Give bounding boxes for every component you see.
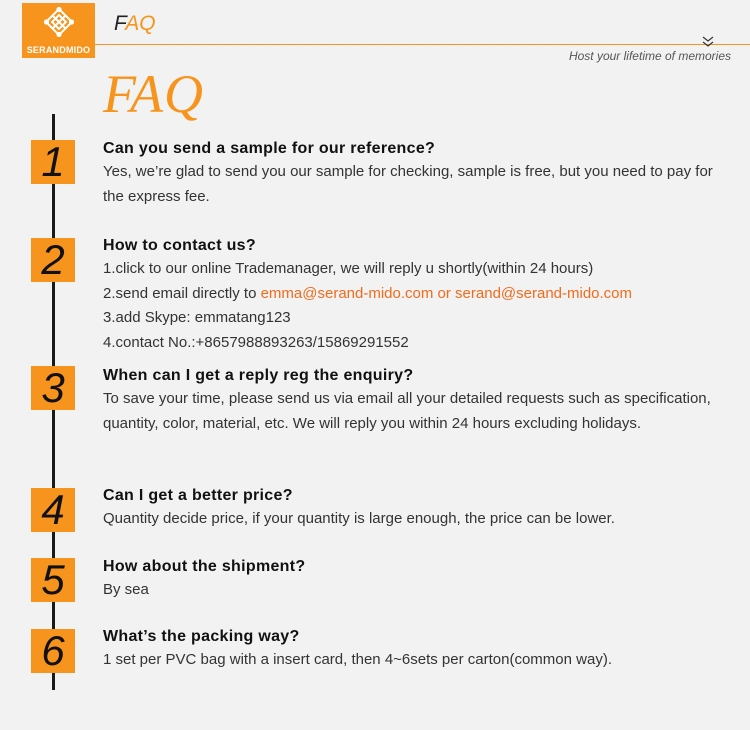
faq-question: How to contact us?	[103, 237, 256, 254]
faq-item-4	[103, 485, 723, 532]
faq-answer: 1 set per PVC bag with a insert card, then 4~6sets per carton(common way).	[103, 651, 612, 668]
tagline: Host your lifetime of memories	[568, 49, 731, 63]
faq-number-1: 1	[31, 140, 75, 184]
faq-item-2	[103, 235, 723, 355]
faq-answer: By sea	[103, 581, 149, 598]
faq-answer: Quantity decide price, if your quantity is large enough, the price can be lower.	[103, 510, 615, 527]
contact-line-4: 4.contact No.:+8657988893263/15869291552	[103, 333, 409, 351]
double-chevron-down-icon	[701, 36, 715, 48]
faq-number-6: 6	[31, 629, 75, 673]
faq-answer: Yes, we’re glad to send you our sample for checking, sample is free, but you need to pay for the express fee.	[103, 163, 713, 205]
email-link-serand[interactable]: serand@serand-mido.com	[455, 284, 633, 302]
email-or: or	[433, 284, 456, 302]
page-title: FAQ	[103, 64, 205, 124]
email-link-emma[interactable]: emma@serand-mido.com	[260, 284, 434, 302]
contact-line-2-prefix: 2.send email directly to	[103, 284, 261, 302]
faq-question: How about the shipment?	[103, 558, 306, 575]
brand-logo[interactable]	[22, 3, 95, 58]
faq-number-4: 4	[31, 488, 75, 532]
contact-line-2	[103, 282, 723, 307]
faq-question: When can I get a reply reg the enquiry?	[103, 367, 414, 384]
header-title-first: F	[114, 12, 126, 35]
faq-question: What’s the packing way?	[103, 628, 300, 645]
contact-line-3: 3.add Skype: emmatang123	[103, 309, 291, 326]
faq-number-5: 5	[31, 558, 75, 602]
faq-item-1	[103, 138, 723, 209]
faq-item-5	[103, 556, 723, 603]
header-title-rest: AQ	[125, 12, 156, 35]
faq-question: Can I get a better price?	[103, 487, 293, 504]
contact-line-1: 1.click to our online Trademanager, we will reply u shortly(within 24 hours)	[103, 260, 594, 277]
header-divider	[95, 44, 750, 45]
faq-item-6	[103, 626, 723, 673]
header	[0, 0, 750, 70]
faq-question: Can you send a sample for our reference?	[103, 140, 436, 157]
faq-number-2: 2	[31, 238, 75, 282]
header-title	[114, 12, 156, 36]
logo-text: SERANDMIDO	[26, 45, 91, 55]
faq-item-3	[103, 365, 723, 436]
knot-icon	[44, 7, 74, 37]
faq-number-3: 3	[31, 366, 75, 410]
faq-answer: To save your time, please send us via email all your detailed requests such as specification, quantity, color, material, etc. We will reply you within 24 hours excluding holidays.	[103, 390, 711, 432]
